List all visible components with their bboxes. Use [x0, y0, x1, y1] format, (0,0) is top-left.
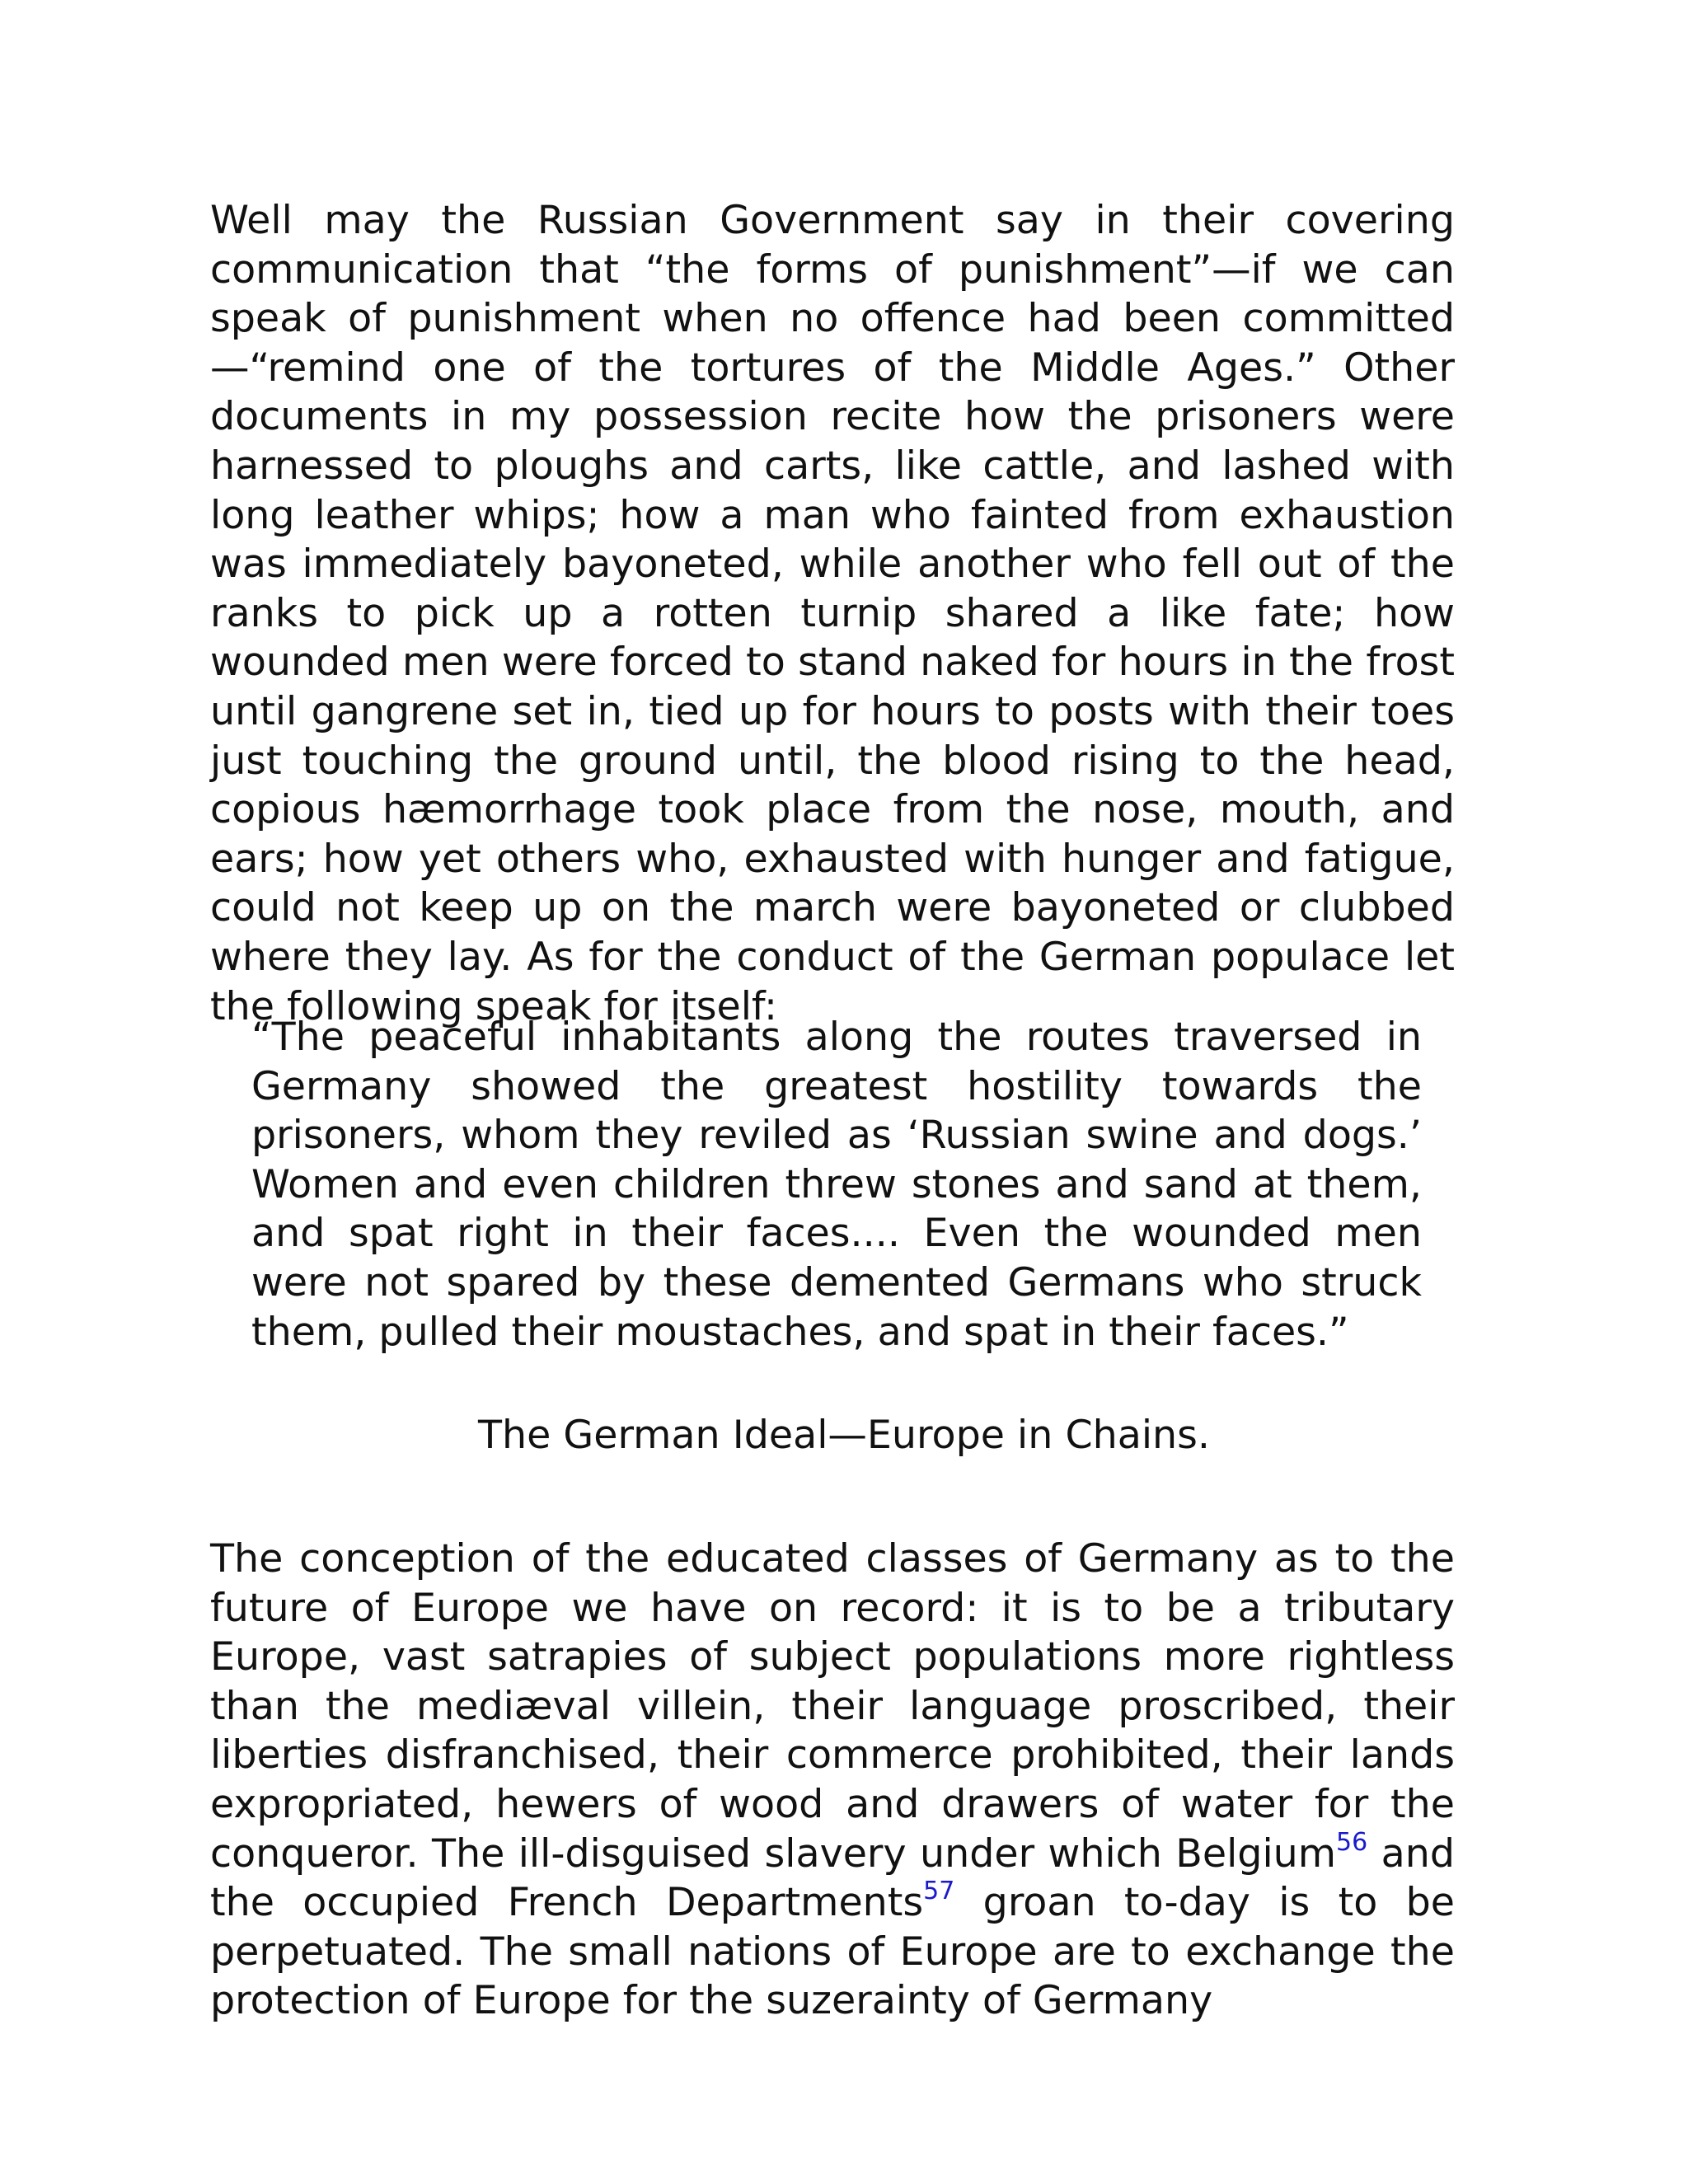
paragraph-text-part-1: The conception of the educated classes of Germany as to the future of Europe we have on record: it is to be a tributary Europe, vast satrapies of subject populations more rightless than the mediæval villein, their language proscribed, their liberties disfranchised, their commerce prohibited, their lands expropriated, hewers of wood and drawers of water for the conqueror. The ill-disguised slavery under which Belgium	[210, 1536, 1455, 1877]
paragraph-text-part-3: groan to-day is to be perpetuated. The small nations of Europe are to exchange the protection of Europe for the suzerainty of Germany	[210, 1880, 1455, 2024]
section-heading: The German Ideal—Europe in Chains.	[477, 1413, 1210, 1458]
body-paragraph-1: Well may the Russian Government say in their covering communication that “the forms of punishment”—if we can speak of punishment when no offence had been committed—“remind one of the tortures of the Middle Ages.” Other documents in my possession recite how the prisoners were harnessed to ploughs and carts, like cattle, and lashed with long leather whips; how a man who fainted from exhaustion was immediately bayoneted, while another who fell out of the ranks to pick up a rotten turnip shared a like fate; how wounded men were forced to stand naked for hours in the frost until gangrene set in, tied up for hours to posts with their toes just touching the ground until, the blood rising to the head, copious hæmorrhage took place from the nose, mouth, and ears; how yet others who, exhausted with hunger and fatigue, could not keep up on the march were bayoneted or clubbed where they lay. As for the conduct of the German populace let the following speak for itself:	[210, 198, 1455, 1029]
footnote-link-57[interactable]: 57	[923, 1877, 955, 1906]
body-paragraph-2	[210, 1535, 1455, 2026]
footnote-link-56[interactable]: 56	[1336, 1827, 1368, 1857]
block-quote: “The peaceful inhabitants along the routes traversed in Germany showed the greatest hostility towards the prisoners, whom they reviled as ‘Russian swine and dogs.’ Women and even children threw stones and sand at them, and spat right in their faces.... Even the wounded men were not spared by these demented Germans who struck them, pulled their moustaches, and spat in their faces.”	[251, 1015, 1422, 1355]
paragraph-text-part-2: and the occupied French Departments	[210, 1830, 1455, 1926]
